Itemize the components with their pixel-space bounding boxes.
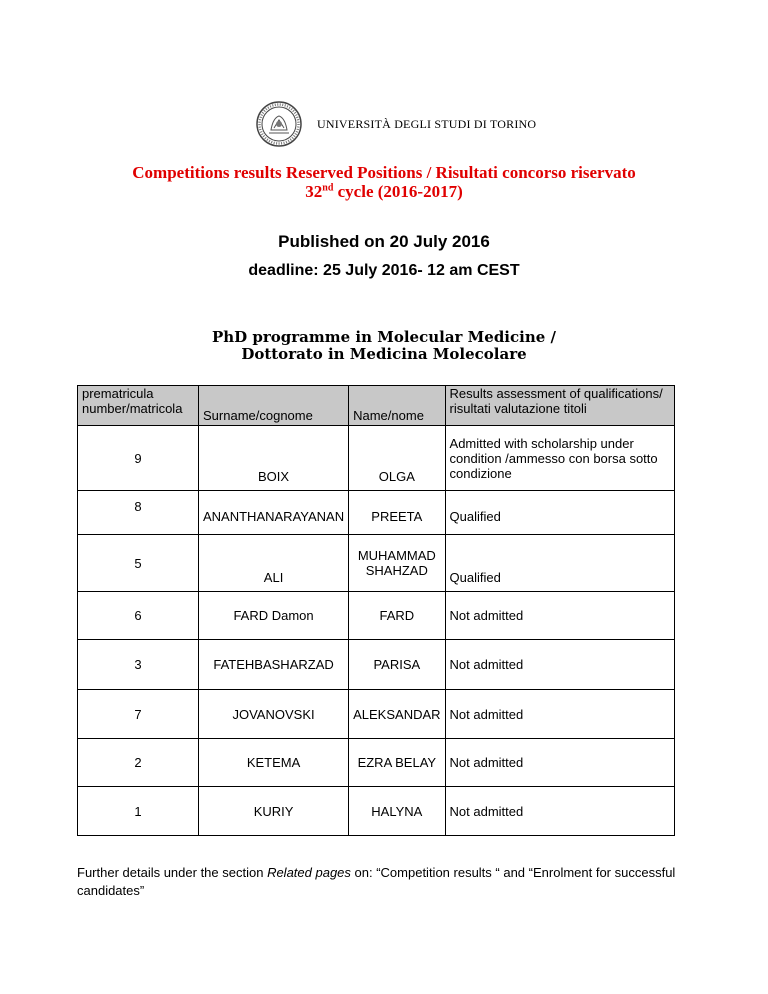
table-row [78,535,675,592]
cycle-suffix: nd [322,182,334,194]
table-row [78,491,675,535]
header-name: Name/nome [349,386,445,426]
cell-surname: ALI [199,535,349,592]
published-date: Published on 20 July 2016 [278,232,490,251]
cell-result: Not admitted [445,690,674,739]
cell-result: Not admitted [445,640,674,690]
deadline: deadline: 25 July 2016- 12 am CEST [248,262,520,279]
cell-result: Not admitted [445,592,674,640]
table-row [78,592,675,640]
table-row [78,426,675,491]
cell-result: Not admitted [445,739,674,787]
cell-matricola: 8 [78,491,199,535]
cell-matricola: 5 [78,535,199,592]
table-row [78,690,675,739]
cell-surname: JOVANOVSKI [199,690,349,739]
table-row [78,787,675,836]
header-surname: Surname/cognome [199,386,349,426]
footer-note [77,864,697,900]
cell-name: FARD [349,592,445,640]
footer-prefix: Further details under the section [77,865,268,880]
cell-result: Qualified [445,535,674,592]
university-header [255,100,555,150]
cell-name: ALEKSANDAR [349,690,445,739]
results-table [77,385,675,836]
cell-matricola: 3 [78,640,199,690]
cell-matricola: 2 [78,739,199,787]
cell-name: MUHAMMAD SHAHZAD [349,535,445,592]
header-matricola: prematricula number/matricola [78,386,199,426]
cell-surname: KURIY [199,787,349,836]
related-pages-text: Related pages [267,865,351,880]
table-row [78,640,675,690]
cycle-title [0,182,768,202]
cell-name: PREETA [349,491,445,535]
cell-surname: FARD Damon [199,592,349,640]
cell-matricola: 9 [78,426,199,491]
cell-result: Qualified [445,491,674,535]
cell-result: Not admitted [445,787,674,836]
cell-matricola: 1 [78,787,199,836]
cell-name: EZRA BELAY [349,739,445,787]
cell-matricola: 7 [78,690,199,739]
programme-title-it: Dottorato in Medicina Molecolare [241,345,527,363]
cell-surname: BOIX [199,426,349,491]
table-row [78,739,675,787]
footer-suffix: on: “Competition results “ and “Enrolment for successful candidates” [77,865,676,898]
cell-matricola: 6 [78,592,199,640]
university-name: UNIVERSITÀ DEGLI STUDI DI TORINO [317,117,537,131]
cell-surname: KETEMA [199,739,349,787]
cycle-years: cycle (2016-2017) [333,182,463,201]
cell-surname: ANANTHANARAYANAN [199,491,349,535]
cell-result: Admitted with scholarship under condition /ammesso con borsa sotto condizione [445,426,674,491]
cell-surname: FATEHBASHARZAD [199,640,349,690]
results-title: Competitions results Reserved Positions / Risultati concorso riservato [132,163,636,182]
cell-name: OLGA [349,426,445,491]
table-header-row [78,386,675,426]
cycle-number: 32 [305,182,323,201]
programme-title-en: PhD programme in Molecular Medicine / [211,328,556,346]
university-seal-icon [255,100,303,148]
header-results: Results assessment of qualifications/ risultati valutazione titoli [445,386,674,426]
cell-name: HALYNA [349,787,445,836]
cell-name: PARISA [349,640,445,690]
